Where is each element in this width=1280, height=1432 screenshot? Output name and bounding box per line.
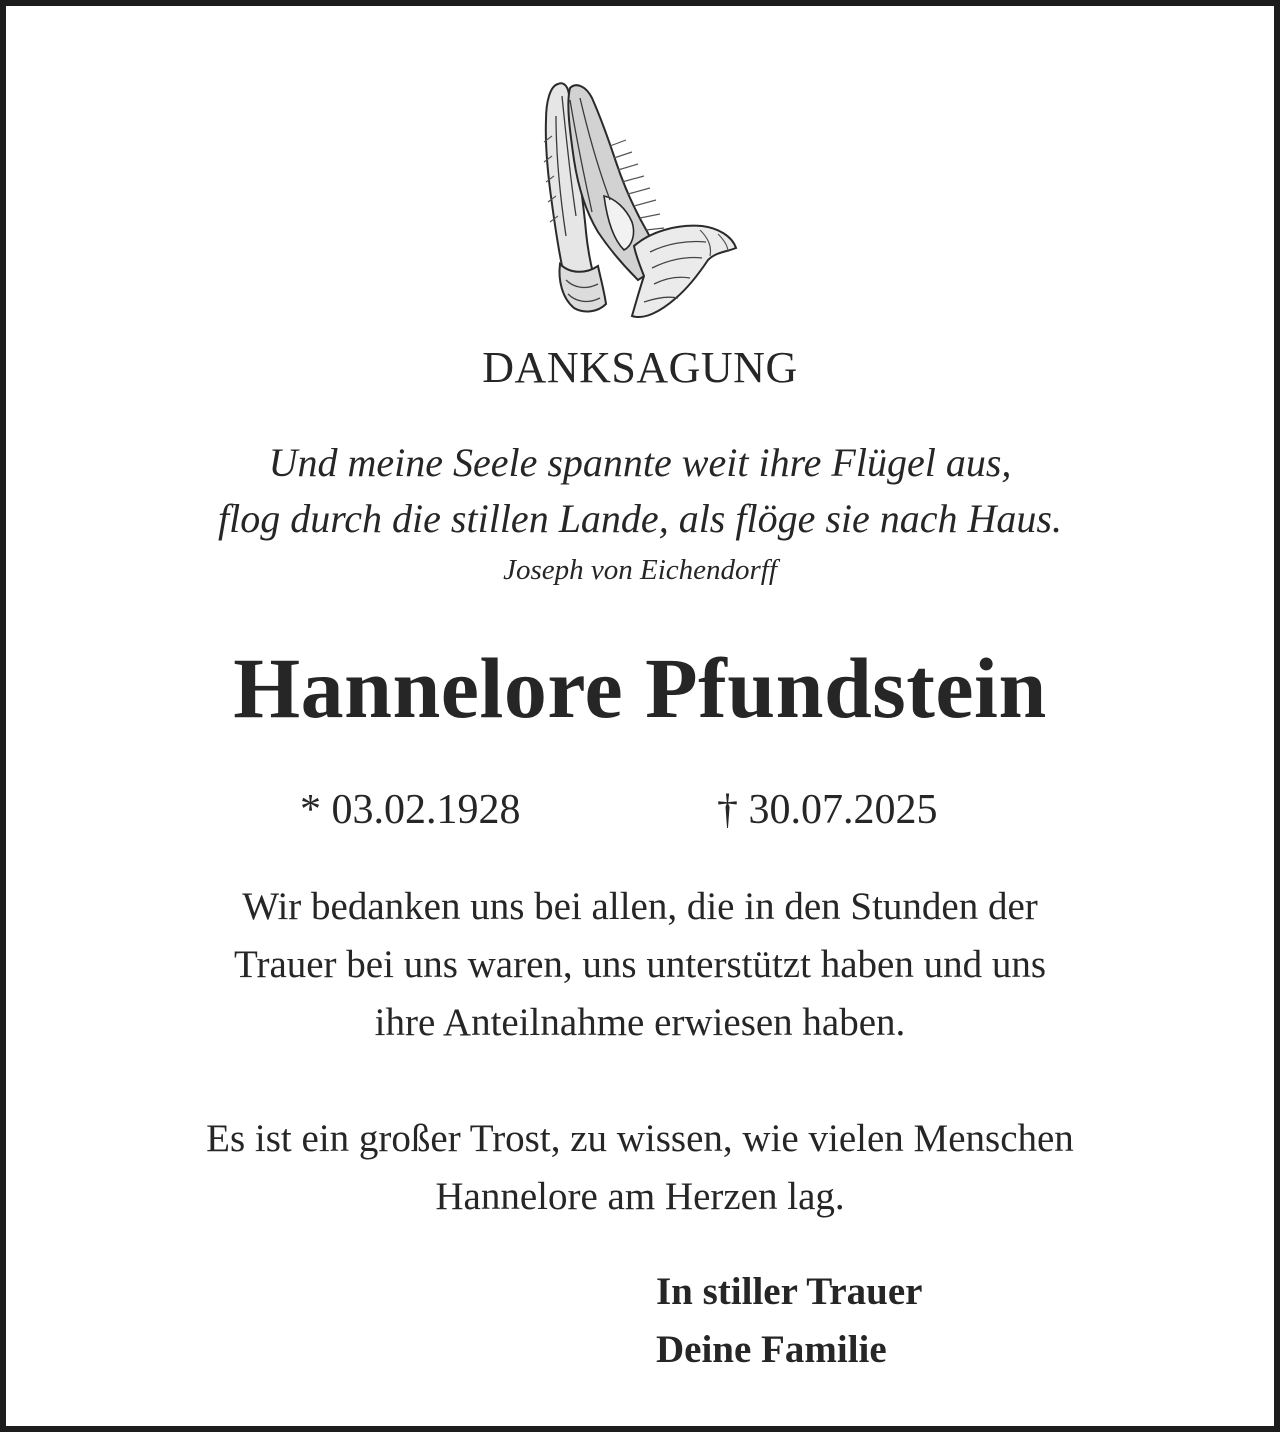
birth-date: * 03.02.1928 bbox=[300, 787, 521, 833]
comfort-text-line: Es ist ein großer Trost, zu wissen, wie vielen Menschen bbox=[206, 1117, 1074, 1160]
signature-line: In stiller Trauer bbox=[656, 1270, 923, 1313]
thanks-text-line: ihre Anteilnahme erwiesen haben. bbox=[374, 1001, 906, 1044]
quote-line: flog durch die stillen Lande, als flöge sie nach Haus. bbox=[217, 496, 1062, 541]
quote-author: Joseph von Eichendorff bbox=[503, 554, 777, 586]
thanks-text-line: Wir bedanken uns bei allen, die in den Stunden der bbox=[242, 885, 1038, 928]
quote-line: Und meine Seele spannte weit ihre Flügel aus, bbox=[268, 440, 1012, 485]
praying-hands-icon bbox=[540, 76, 740, 324]
deceased-name: Hannelore Pfundstein bbox=[233, 640, 1047, 736]
signature-family: Deine Familie bbox=[656, 1328, 887, 1371]
comfort-text-line: Hannelore am Herzen lag. bbox=[435, 1175, 845, 1218]
notice-heading: DANKSAGUNG bbox=[482, 343, 798, 392]
death-date: † 30.07.2025 bbox=[717, 787, 938, 833]
thanks-text-line: Trauer bei uns waren, uns unterstützt haben und uns bbox=[234, 943, 1046, 986]
